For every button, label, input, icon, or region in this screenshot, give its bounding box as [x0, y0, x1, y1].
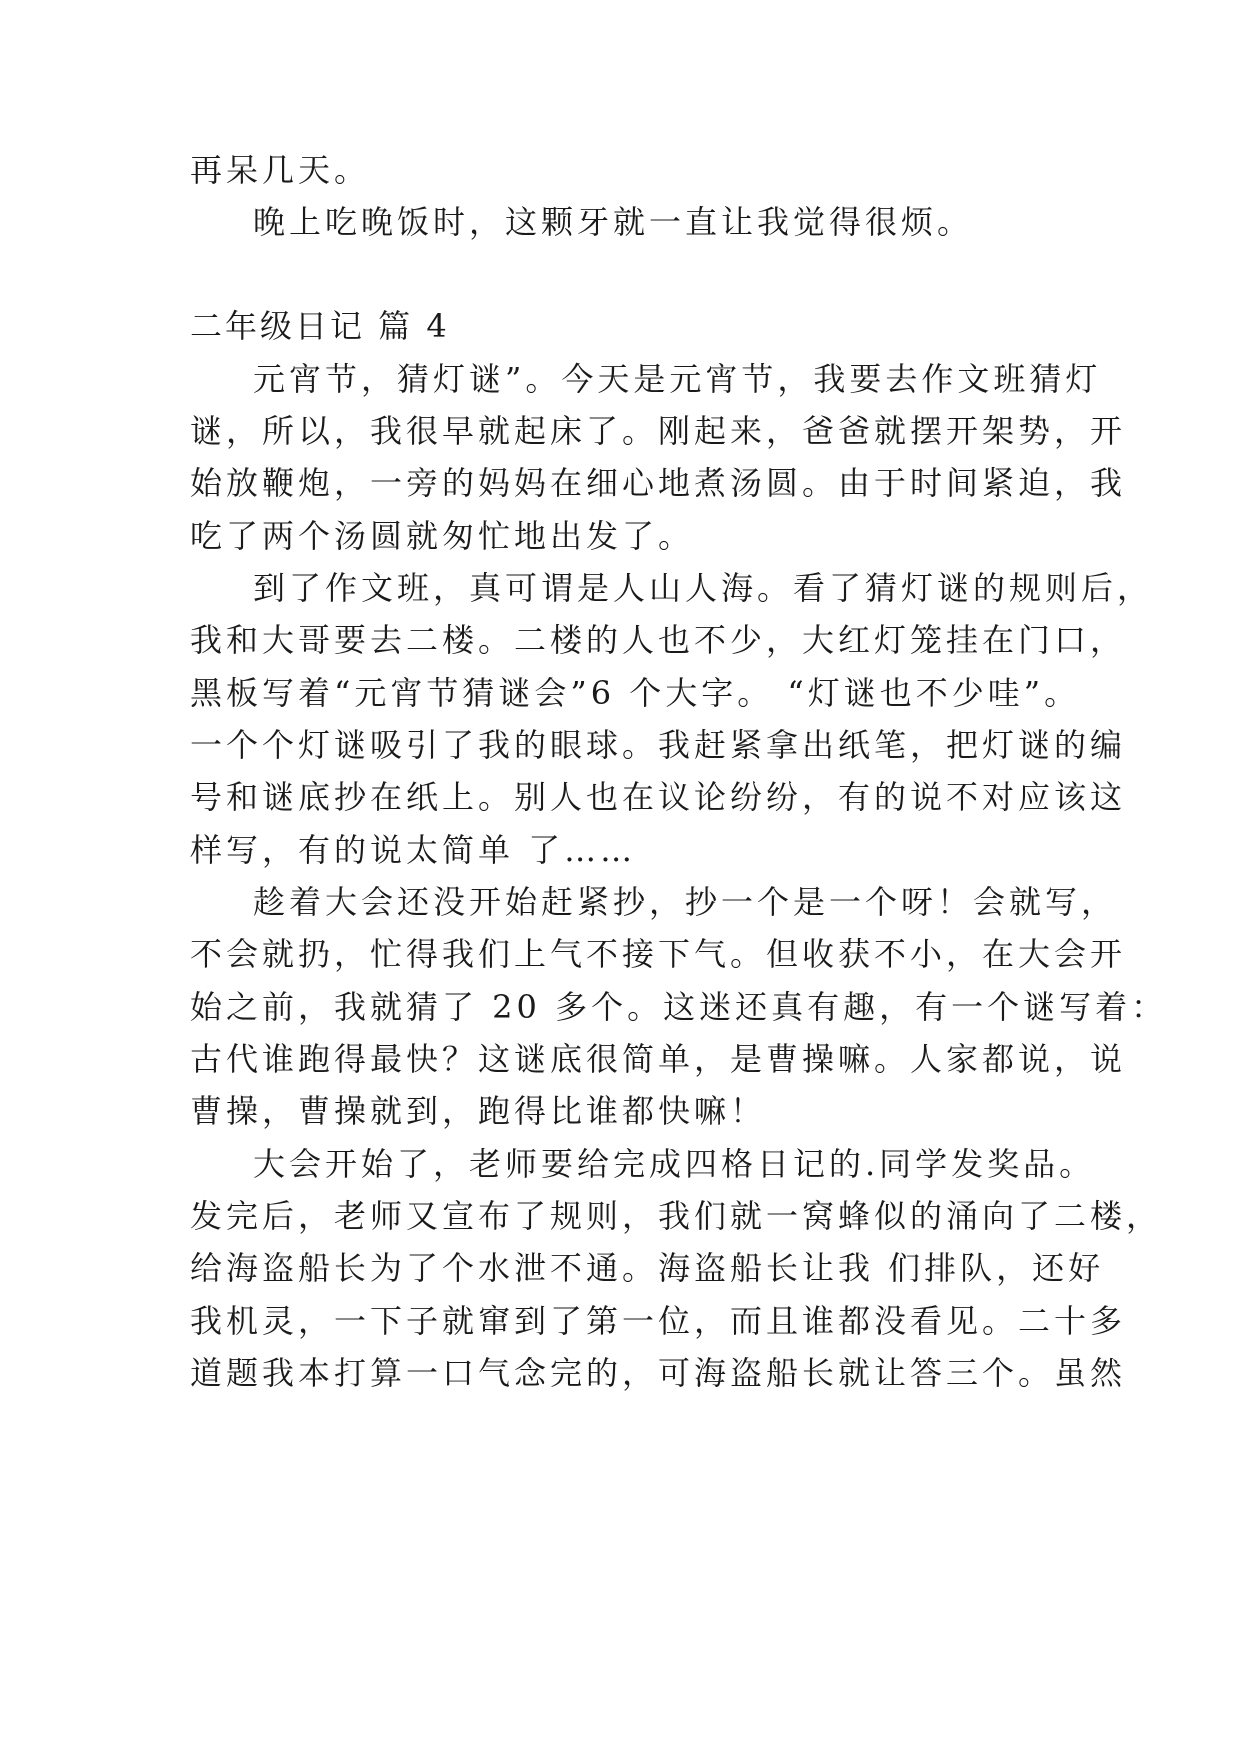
- text-line: 始之前，我就猜了 20 多个。这迷还真有趣，有一个谜写着：: [190, 988, 1168, 1026]
- text-line: 古代谁跑得最快？这谜底很简单，是曹操嘛。人家都说，说: [190, 1040, 1127, 1078]
- text-line: 再呆几天。: [190, 151, 371, 189]
- text-line: 一个个灯谜吸引了我的眼球。我赶紧拿出纸笔，把灯谜的编: [190, 726, 1127, 764]
- text-line: 大会开始了，老师要给完成四格日记的.同学发奖品。: [253, 1145, 1096, 1183]
- text-line: 样写，有的说太简单 了……: [190, 831, 637, 869]
- text-line: 给海盗船长为了个水泄不通。海盗船长让我 们排队，还好: [190, 1249, 1105, 1287]
- text-line: 发完后，老师又宣布了规则，我们就一窝蜂似的涌向了二楼，: [190, 1197, 1163, 1235]
- text-line: 元宵节，猜灯谜”。今天是元宵节，我要去作文班猜灯: [253, 360, 1102, 398]
- text-line: 谜，所以，我很早就起床了。刚起来，爸爸就摆开架势，开: [190, 412, 1127, 450]
- text-line: 黑板写着“元宵节猜谜会”6 个大字。 “灯谜也不少哇”。: [190, 674, 1081, 712]
- text-line: 道题我本打算一口气念完的，可海盗船长就让答三个。虽然: [190, 1354, 1127, 1392]
- section-heading: 二年级日记 篇 4: [190, 307, 450, 345]
- text-line: 晚上吃晚饭时，这颗牙就一直让我觉得很烦。: [253, 203, 974, 241]
- text-line: 号和谜底抄在纸上。别人也在议论纷纷，有的说不对应该这: [190, 778, 1127, 816]
- text-line: 曹操，曹操就到，跑得比谁都快嘛！: [190, 1092, 767, 1130]
- text-line: 趁着大会还没开始赶紧抄，抄一个是一个呀！会就写，: [253, 883, 1118, 921]
- text-line: 到了作文班，真可谓是人山人海。看了猜灯谜的规则后，: [253, 569, 1154, 607]
- text-line: 我机灵，一下子就窜到了第一位，而且谁都没看见。二十多: [190, 1302, 1127, 1340]
- text-line: 不会就扔，忙得我们上气不接下气。但收获不小，在大会开: [190, 935, 1127, 973]
- text-line: 始放鞭炮，一旁的妈妈在细心地煮汤圆。由于时间紧迫，我: [190, 464, 1127, 502]
- text-line: 吃了两个汤圆就匆忙地出发了。: [190, 517, 695, 555]
- text-line: 我和大哥要去二楼。二楼的人也不少，大红灯笼挂在门口，: [190, 621, 1127, 659]
